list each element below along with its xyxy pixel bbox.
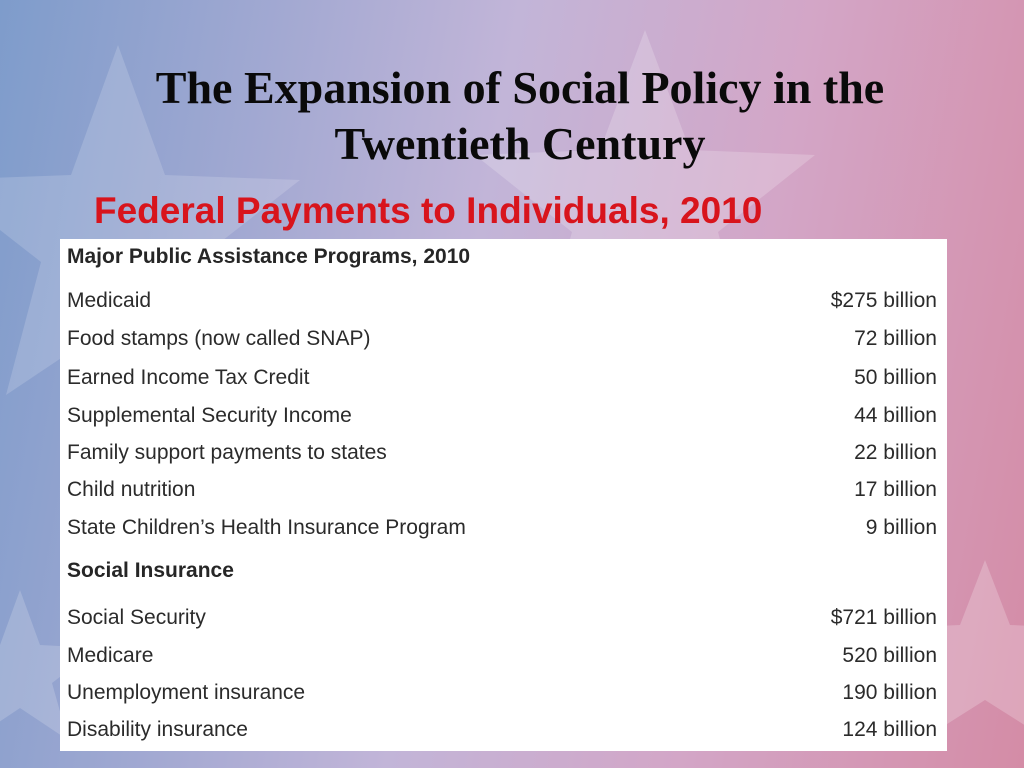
slide-title-line-1: The Expansion of Social Policy in the	[155, 62, 885, 113]
program-name: State Children’s Health Insurance Program	[67, 516, 466, 539]
table-row	[60, 602, 947, 634]
program-amount: $721 billion	[830, 606, 937, 629]
table-row	[60, 474, 947, 506]
program-amount: $275 billion	[830, 289, 937, 312]
program-amount: 190 billion	[842, 681, 937, 704]
program-amount: 50 billion	[854, 366, 937, 389]
program-amount: 72 billion	[854, 327, 937, 350]
program-name: Child nutrition	[67, 478, 196, 501]
program-amount: 124 billion	[842, 718, 937, 741]
program-name: Social Security	[67, 606, 206, 629]
table-row	[60, 285, 947, 317]
program-name: Unemployment insurance	[67, 681, 306, 704]
slide-title	[0, 60, 1024, 172]
program-amount: 9 billion	[865, 516, 937, 539]
section-heading: Major Public Assistance Programs, 2010	[67, 245, 471, 268]
section-heading: Social Insurance	[67, 559, 234, 582]
table-row	[60, 640, 947, 672]
section-heading-row	[60, 241, 947, 273]
table-row	[60, 512, 947, 544]
program-name: Medicare	[67, 644, 154, 667]
payments-table	[60, 239, 947, 751]
program-name: Medicaid	[67, 289, 152, 312]
table-row	[60, 362, 947, 394]
program-name: Supplemental Security Income	[67, 404, 352, 427]
program-amount: 520 billion	[842, 644, 937, 667]
table-row	[60, 323, 947, 355]
table-row	[60, 437, 947, 469]
program-name: Earned Income Tax Credit	[67, 366, 310, 389]
program-name: Family support payments to states	[67, 441, 387, 464]
section-heading-row	[60, 555, 947, 587]
table-row	[60, 400, 947, 432]
slide-subtitle: Federal Payments to Individuals, 2010	[94, 190, 763, 231]
program-name: Disability insurance	[67, 718, 248, 741]
table-row	[60, 677, 947, 709]
slide-title-line-2: Twentieth Century	[334, 118, 706, 169]
table-row	[60, 714, 947, 746]
program-amount: 44 billion	[854, 404, 937, 427]
program-amount: 22 billion	[854, 441, 937, 464]
program-name: Food stamps (now called SNAP)	[67, 327, 371, 350]
program-amount: 17 billion	[854, 478, 937, 501]
